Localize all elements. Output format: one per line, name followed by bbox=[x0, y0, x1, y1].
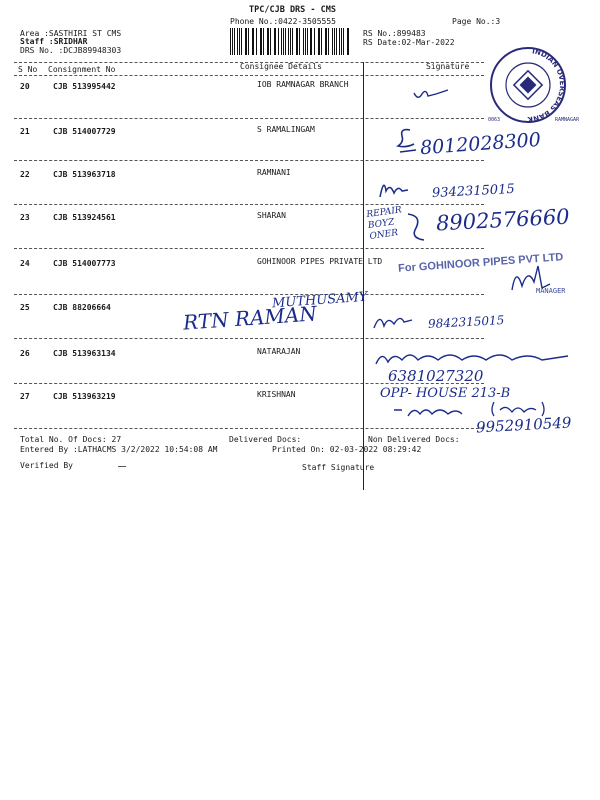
row-consignee: KRISHNAN bbox=[257, 390, 296, 399]
document-title: TPC/CJB DRS - CMS bbox=[249, 5, 336, 15]
row-consignee: S RAMALINGAM bbox=[257, 125, 315, 134]
handwritten-phone: 8012028300 bbox=[419, 128, 542, 160]
barcode-bar bbox=[332, 28, 333, 55]
row-divider bbox=[14, 204, 484, 205]
row-sno: 26 bbox=[20, 349, 30, 358]
signature-mark bbox=[392, 402, 488, 420]
barcode-bar bbox=[288, 28, 289, 55]
bank-stamp bbox=[488, 45, 568, 125]
row-consignment: CJB 513924561 bbox=[53, 213, 116, 222]
printed-on: Printed On: 02-03-2022 08:29:42 bbox=[272, 445, 422, 454]
barcode-bar bbox=[252, 28, 253, 55]
barcode bbox=[230, 28, 350, 55]
row-sno: 22 bbox=[20, 170, 30, 179]
row-sno: 27 bbox=[20, 392, 30, 401]
row-consignee: NATARAJAN bbox=[257, 347, 301, 356]
company-stamp: For GOHINOOR PIPES PVT LTD bbox=[397, 251, 564, 275]
signature-mark bbox=[376, 175, 412, 201]
barcode-bar bbox=[334, 28, 335, 55]
row-sno: 23 bbox=[20, 213, 30, 222]
handwritten-name: MUTHUSAMY bbox=[271, 289, 368, 312]
row-consignment: CJB 513963134 bbox=[53, 349, 116, 358]
row-divider bbox=[14, 160, 484, 161]
col-consignee: Consignee Details bbox=[240, 62, 322, 71]
barcode-bar bbox=[248, 28, 249, 55]
staff-label: Staff :SRIDHAR bbox=[20, 37, 88, 46]
handwritten-phone: 6381027320 bbox=[388, 367, 484, 385]
total-docs: Total No. Of Docs: 27 bbox=[20, 435, 122, 444]
barcode-bar bbox=[325, 28, 326, 55]
barcode-bar bbox=[311, 28, 312, 55]
bank-code: 0063 bbox=[488, 117, 501, 123]
svg-text:INDIAN OVERSEAS BANK: INDIAN OVERSEAS BANK bbox=[527, 47, 567, 124]
barcode-bar bbox=[263, 28, 264, 55]
row-sno: 25 bbox=[20, 303, 30, 312]
page-number: Page No.:3 bbox=[452, 17, 501, 26]
rs-date: RS Date:02-Mar-2022 bbox=[363, 38, 455, 47]
col-signature: Signature bbox=[426, 62, 470, 71]
signature-mark bbox=[394, 126, 420, 156]
row-consignee: GOHINOOR PIPES PRIVATE LTD bbox=[257, 257, 383, 266]
barcode-bar bbox=[292, 28, 293, 55]
barcode-bar bbox=[303, 28, 304, 55]
row-divider bbox=[14, 118, 484, 119]
row-consignment: CJB 513995442 bbox=[53, 82, 116, 91]
barcode-bar bbox=[341, 28, 342, 55]
entered-by: Entered By :LATHACMS 3/2/2022 10:54:08 AM bbox=[20, 445, 218, 454]
col-consignment: Consignment No bbox=[48, 65, 116, 74]
row-consignment: CJB 88206664 bbox=[53, 303, 111, 312]
row-consignment: CJB 513963219 bbox=[53, 392, 116, 401]
row-consignment: CJB 514007729 bbox=[53, 127, 116, 136]
delivered-docs: Delivered Docs: bbox=[229, 435, 302, 444]
divider bbox=[14, 75, 484, 76]
row-divider bbox=[14, 248, 484, 249]
row-consignment: CJB 513963718 bbox=[53, 170, 116, 179]
row-sno: 21 bbox=[20, 127, 30, 136]
row-sno: 24 bbox=[20, 259, 30, 268]
row-divider bbox=[14, 428, 484, 429]
row-consignee: IOB RAMNAGAR BRANCH bbox=[257, 80, 349, 89]
signature-column-divider bbox=[363, 62, 364, 490]
drs-number: DRS No. :DCJB89948303 bbox=[20, 46, 122, 55]
signature-mark bbox=[402, 210, 436, 246]
verified-by: Verified By bbox=[20, 461, 73, 470]
row-consignee: RAMNANI bbox=[257, 168, 291, 177]
barcode-bar bbox=[270, 28, 271, 55]
barcode-bar bbox=[299, 28, 300, 55]
barcode-bar bbox=[275, 28, 276, 55]
non-delivered-docs: Non Delivered Docs: bbox=[368, 435, 460, 444]
row-divider bbox=[14, 338, 484, 339]
handwritten-phone: 9842315015 bbox=[427, 313, 505, 331]
divider bbox=[118, 466, 126, 467]
barcode-bar bbox=[256, 28, 257, 55]
phone-number: Phone No.:0422-3505555 bbox=[230, 17, 336, 26]
handwritten-phone: 9342315015 bbox=[431, 181, 516, 202]
signature-mark bbox=[412, 85, 452, 103]
handwritten-name: RTN RAMAN bbox=[182, 301, 318, 335]
handwritten-phone: 8902576660 bbox=[435, 204, 571, 236]
row-sno: 20 bbox=[20, 82, 30, 91]
handwritten-note: REPAIR BOYZ ONER bbox=[365, 205, 403, 242]
col-sno: S No bbox=[18, 65, 38, 74]
barcode-bar bbox=[278, 28, 279, 55]
row-consignee: SHARAN bbox=[257, 211, 286, 220]
area-label: Area :SASTHIRI ST CMS bbox=[20, 29, 122, 38]
signature-mark bbox=[370, 308, 414, 332]
handwritten-address: OPP- HOUSE 213-B bbox=[380, 386, 511, 401]
company-role: MANAGER bbox=[536, 287, 566, 295]
bank-branch: RAMNAGAR bbox=[555, 117, 580, 123]
barcode-bar bbox=[237, 28, 238, 55]
rs-number: RS No.:899483 bbox=[363, 29, 426, 38]
row-divider bbox=[14, 294, 484, 295]
barcode-bar bbox=[230, 28, 231, 55]
handwritten-phone: 9952910549 bbox=[475, 413, 572, 437]
barcode-bar bbox=[239, 28, 240, 55]
row-consignment: CJB 514007773 bbox=[53, 259, 116, 268]
barcode-bar bbox=[318, 28, 319, 55]
staff-signature: Staff Signature bbox=[302, 463, 375, 472]
